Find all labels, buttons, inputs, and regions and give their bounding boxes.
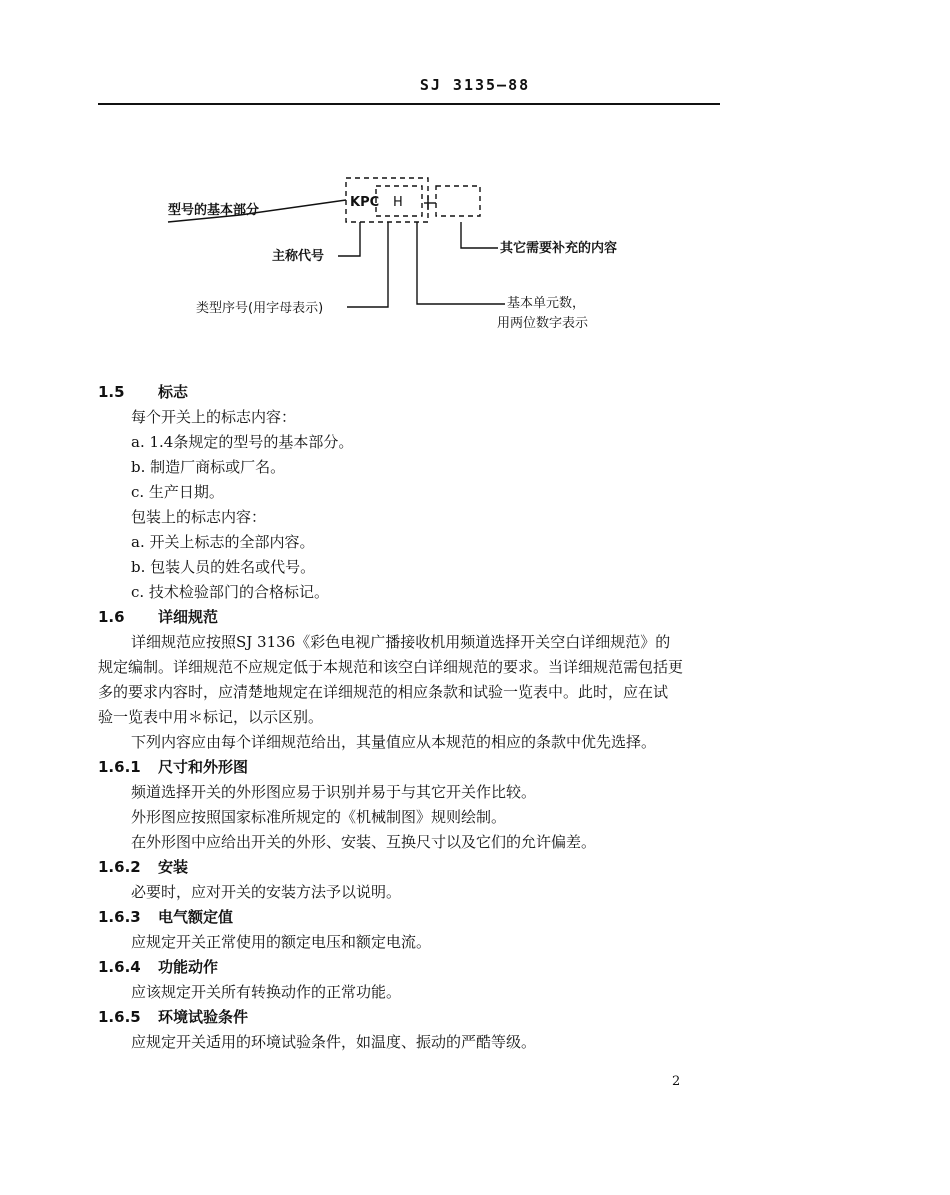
- h-label: H: [393, 195, 403, 210]
- section-number: 1.6.4: [98, 958, 141, 976]
- paragraph: 每个开关上的标志内容：: [131, 408, 297, 426]
- paragraph: 包装上的标志内容：: [131, 508, 267, 526]
- other-content-label: 其它需要补充的内容: [500, 241, 618, 256]
- main-code-leader: [338, 222, 360, 256]
- paragraph-line: 应规定开关适用的环境试验条件，如温度、振动的严酷等级。: [131, 1033, 537, 1051]
- document-code-header: SJ 3135—88: [419, 76, 531, 94]
- paragraph-line: 在外形图中应给出开关的外形、安装、互换尺寸以及它们的允许偏差。: [131, 833, 597, 851]
- section-number: 1.6.5: [98, 1008, 141, 1026]
- paragraph-line: 多的要求内容时，应清楚地规定在详细规范的相应条款和试验一览表中。此时，应在试: [98, 683, 669, 701]
- section-title: 电气额定值: [158, 908, 234, 926]
- type-seq-leader: [347, 222, 388, 307]
- section-1-6-2-heading: [98, 857, 188, 877]
- model-code-diagram: [0, 0, 950, 360]
- list-item: b. 包装人员的姓名或代号。: [131, 558, 316, 576]
- main-code-label: 主称代号: [272, 249, 325, 264]
- section-1-5-heading: [98, 382, 188, 402]
- section-1-6-1-heading: [98, 757, 248, 777]
- section-number: 1.6.3: [98, 908, 141, 926]
- paragraph-line: 应该规定开关所有转换动作的正常功能。: [131, 983, 402, 1001]
- units-label-line1: 基本单元数，: [507, 296, 586, 311]
- type-seq-label: 类型序号(用字母表示): [196, 301, 324, 316]
- section-1-6-4-heading: [98, 957, 218, 977]
- paragraph-line: 应规定开关正常使用的额定电压和额定电流。: [131, 933, 432, 951]
- list-item: c. 生产日期。: [131, 483, 224, 501]
- list-item: a. 开关上标志的全部内容。: [131, 533, 315, 551]
- page-number: 2: [672, 1074, 681, 1089]
- section-number: 1.6.1: [98, 758, 141, 776]
- section-title: 安装: [158, 858, 189, 876]
- paragraph-line: 下列内容应由每个详细规范给出，其量值应从本规范的相应的条款中优先选择。: [131, 733, 657, 751]
- list-item: a. 1.4条规定的型号的基本部分。: [131, 433, 354, 451]
- units-label-line2: 用两位数字表示: [497, 316, 589, 331]
- section-title: 环境试验条件: [158, 1008, 249, 1026]
- list-item: c. 技术检验部门的合格标记。: [131, 583, 329, 601]
- paragraph-line: 频道选择开关的外形图应易于识别并易于与其它开关作比较。: [131, 783, 537, 801]
- section-title: 详细规范: [158, 608, 219, 626]
- section-title: 标志: [158, 383, 189, 401]
- list-item: b. 制造厂商标或厂名。: [131, 458, 286, 476]
- paragraph-line: 验一览表中用＊标记，以示区别。: [98, 708, 324, 726]
- extra-box: [436, 186, 480, 216]
- paragraph-line: 规定编制。详细规范不应规定低于本规范和该空白详细规范的要求。当详细规范需包括更: [98, 658, 684, 676]
- paragraph-line: 详细规范应按照SJ 3136《彩色电视广播接收机用频道选择开关空白详细规范》的: [131, 633, 671, 651]
- other-leader: [461, 222, 498, 248]
- section-1-6-heading: [98, 607, 218, 627]
- section-number: 1.5: [98, 383, 125, 401]
- section-1-6-5-heading: [98, 1007, 248, 1027]
- section-number: 1.6: [98, 608, 125, 626]
- base-part-label: 型号的基本部分: [168, 203, 260, 218]
- section-number: 1.6.2: [98, 858, 141, 876]
- paragraph-line: 必要时，应对开关的安装方法予以说明。: [131, 883, 402, 901]
- paragraph-line: 外形图应按照国家标准所规定的《机械制图》规则绘制。: [131, 808, 507, 826]
- section-title: 功能动作: [158, 958, 219, 976]
- section-1-6-3-heading: [98, 907, 233, 927]
- section-title: 尺寸和外形图: [158, 758, 249, 776]
- kpc-label: KPC: [350, 195, 380, 210]
